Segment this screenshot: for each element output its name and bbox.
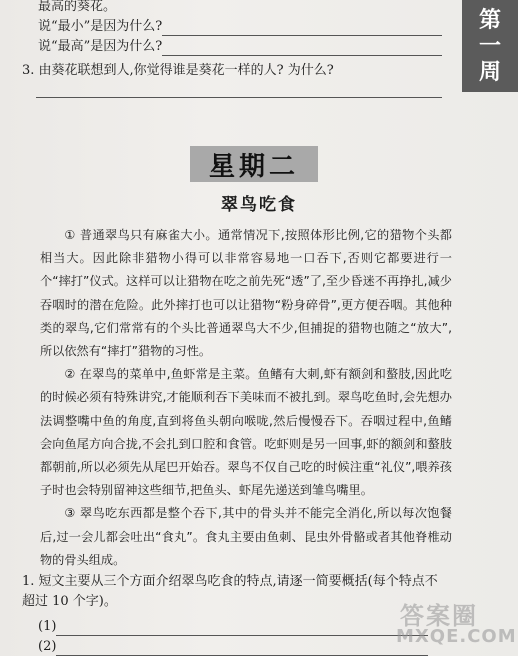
paragraph: ② 在翠鸟的菜单中,鱼虾常是主菜。鱼鳍有大刺,虾有额剑和螯肢,因此吃的时候必须有特殊讲究,才能顺利吞下美味而不被扎到。翠鸟吃鱼时,会先想办法调整嘴中鱼的角度,直到将鱼头朝向喉咙,然后慢慢吞下。吞咽过程中,鱼鳍会向鱼尾方向合拢,不会扎到口腔和食管。吃虾则是另一回事,虾的额剑和螯肢都朝前,所以必须先从尾巴开始吞。翠鸟不仅自己吃的时候注重“礼仪”,喂养孩子时也会特别留神这些细节,把鱼头、虾尾先递送到雏鸟嘴里。 [40,367,452,498]
question-1: 1. 短文主要从三个方面介绍翠鸟吃食的特点,请逐一简要概括(每个特点不超过 10 个字)。 [22,574,438,609]
prev-question-line: 说“最小”是因为什么? [38,18,442,36]
passage-title: 翠鸟吃食 [221,195,297,215]
prev-question-line: 说“最高”是因为什么? [38,38,442,56]
paragraph: ① 普通翠鸟只有麻雀大小。通常情况下,按照体形比例,它的猎物个头都相当大。因此除非猎物小得可以非常容易地一口吞下,否则它都要进行一个“摔打”仪式。这样可以让猎物在吃之前先死“透”了,至少昏迷不再挣扎,减少吞咽时的潜在危险。此外摔打也可以让猎物“粉身碎骨”,更方便吞咽。其他种类的翠鸟,它们常常有的个头比普通翠鸟大不少,但捕捉的猎物也随之“放大”,所以依然有“摔打”猎物的习性。 [40,228,452,359]
answer-blank[interactable] [162,41,442,56]
paragraph: ③ 翠鸟吃东西都是整个吞下,其中的骨头并不能完全消化,所以每次饱餐后,过一会儿都会吐出“食丸”。食丸主要由鱼刺、昆虫外骨骼或者其他脊椎动物的骨头组成。 [40,506,452,567]
week-tab [462,0,518,92]
answer-blank[interactable] [56,641,428,656]
answer-blank[interactable] [162,21,442,36]
answer-row-2: (2) [38,638,428,656]
site-watermark: 答案圈 MXQE.COM [396,602,517,647]
week-tab-char: 一 [478,33,501,59]
answer-blank[interactable] [56,621,428,636]
question-3: 3. 由葵花联想到人,你觉得谁是葵花一样的人? 为什么? [22,63,334,78]
week-tab-char: 周 [478,59,501,85]
answer-row-1: (1) [38,618,428,636]
passage-body [40,224,452,572]
prev-question-fragment: 最高的葵花。 [38,0,117,14]
day-label: 星期二 [190,146,318,182]
answer-line[interactable] [36,97,442,98]
week-tab-char: 第 [478,7,501,33]
